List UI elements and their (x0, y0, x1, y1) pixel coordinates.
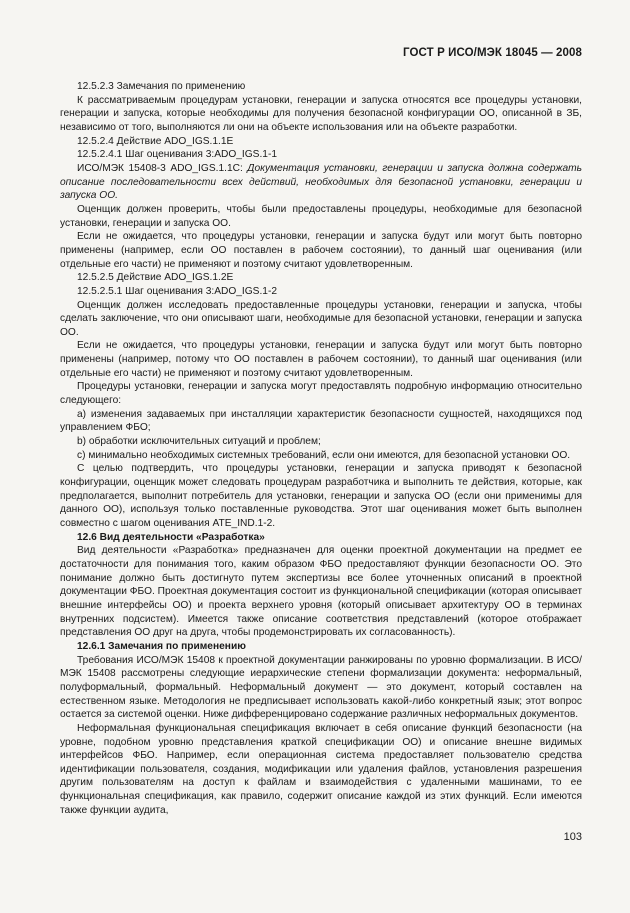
section-heading: 12.6 Вид деятельности «Разработка» (77, 531, 265, 543)
paragraph: 12.5.2.5.1 Шаг оценивания 3:ADO_IGS.1-2 (77, 285, 278, 297)
paragraph: 12.5.2.5 Действие ADO_IGS.1.2E (77, 272, 234, 284)
paragraph: К рассматриваемым процедурам установки, генерации и запуска относятся все процедуры установки, генерации и запуска, которые необходимы для получения безопасной конфигурации ОО, описанной в ЗБ, независимо от того, выполняются ли они на объекте использования или на объекте разработки. (60, 94, 582, 133)
list-item: b) обработки исключительных ситуаций и проблем; (77, 436, 321, 448)
section-heading: 12.6.1 Замечания по применению (77, 640, 246, 652)
paragraph: Если не ожидается, что процедуры установки, генерации и запуска будут или могут быть повторно применены (например, потому что ОО поставлен в рабочем состоянии), то данный шаг оценивания (или отдельные его части) не применяют и поэтому считают удовлетворенным. (60, 340, 582, 379)
paragraph: С целью подтвердить, что процедуры установки, генерации и запуска приводят к безопасной конфигурации, оценщик может следовать процедурам разработчика и выполнить те действия, которые, как предполагается, выполнит потребитель для установки, генерации и запуска ОО (если они применимы для данного ОО), используя только поставленные руководства. Этот шаг оценивания может быть выполнен совместно с шагом оценивания ATE_IND.1-2. (60, 463, 582, 529)
page-number: 103 (563, 831, 582, 843)
paragraph: Требования ИСО/МЭК 15408 к проектной документации ранжированы по уровню формализации. В ИСО/МЭК 15408 рассмотрены следующие иерархические степени формализации документа: неформальный, полуформальный, формальный. Неформальный документ — это документ, который составлен на естественном языке. Методология не предписывает использовать какой-либо конкретный язык; этот вопрос остается за системой оценки. Ниже дифференцировано содержание различных неформальных документов. (60, 654, 582, 721)
paragraph: Оценщик должен исследовать предоставленные процедуры установки, генерации и запуска, чтобы сделать заключение, что они описывают шаги, необходимые для безопасной установки, генерации и запуска ОО. (60, 299, 582, 338)
paragraph: 12.5.2.3 Замечания по применению (77, 81, 246, 92)
document-body (60, 80, 582, 817)
requirement-text: Документация установки, генерации и запуска должна содержать описание последовательности всех действий, необходимых для безопасной установки, генерации и запуска ОО. (60, 162, 582, 202)
paragraph: Если не ожидается, что процедуры установки, генерации и запуска будут или могут быть повторно применены (например, если ОО поставлен в рабочем состоянии), то данный шаг оценивания (или отдельные его части) не применяют и поэтому считают удовлетворенным. (60, 231, 582, 270)
paragraph: Процедуры установки, генерации и запуска могут предоставлять подробную информацию относительно следующего: (60, 381, 582, 407)
paragraph-requirement (60, 162, 582, 203)
requirement-ref: ИСО/МЭК 15408-3 ADO_IGS.1.1C: (77, 162, 248, 174)
paragraph: Вид деятельности «Разработка» предназначен для оценки проектной документации на предмет ее достаточности для понимания того, каким образом ФБО предоставляют функции безопасности ОО. Это понимание должно быть достигнуто путем экспертизы все более уточненных описаний в проектной документации ФБО. Проектная документация состоит из функциональной спецификации (которая описывает внешние интерфейсы ОО) и проекта верхнего уровня (который описывает архитектуру ОО в терминах внутренних подсистем). Имеется также описание соответствия представлений (которое отображает представления ОО друг на друга, чтобы продемонстрировать их согласованность). (60, 545, 582, 639)
list-item: с) минимально необходимых системных требований, если они имеются, для безопасной установки ОО. (77, 449, 571, 461)
paragraph: Оценщик должен проверить, чтобы были предоставлены процедуры, необходимые для безопасной установки, генерации и запуска ОО. (60, 203, 582, 229)
paragraph: Неформальная функциональная спецификация включает в себя описание функций безопасности (на уровне, подобном уровню представления краткой спецификации ОО) и описание внешне видимых интерфейсов ФБО. Например, если операционная система предоставляет пользователю средства идентификации пользователя, создания, модификации или удаления файлов, установления разрешения другим пользователям на доступ к файлам и взаимодействия с удаленными машинами, то ее функциональная спецификация, как правило, содержит описание каждой из этих функций. Если имеются также функции аудита, (60, 722, 582, 816)
list-item: а) изменения задаваемых при инсталляции характеристик безопасности сущностей, находящихся под управлением ФБО; (60, 408, 582, 434)
paragraph: 12.5.2.4.1 Шаг оценивания 3:ADO_IGS.1-1 (77, 149, 278, 161)
paragraph: 12.5.2.4 Действие ADO_IGS.1.1E (77, 135, 234, 147)
standard-header: ГОСТ Р ИСО/МЭК 18045 — 2008 (403, 47, 582, 59)
